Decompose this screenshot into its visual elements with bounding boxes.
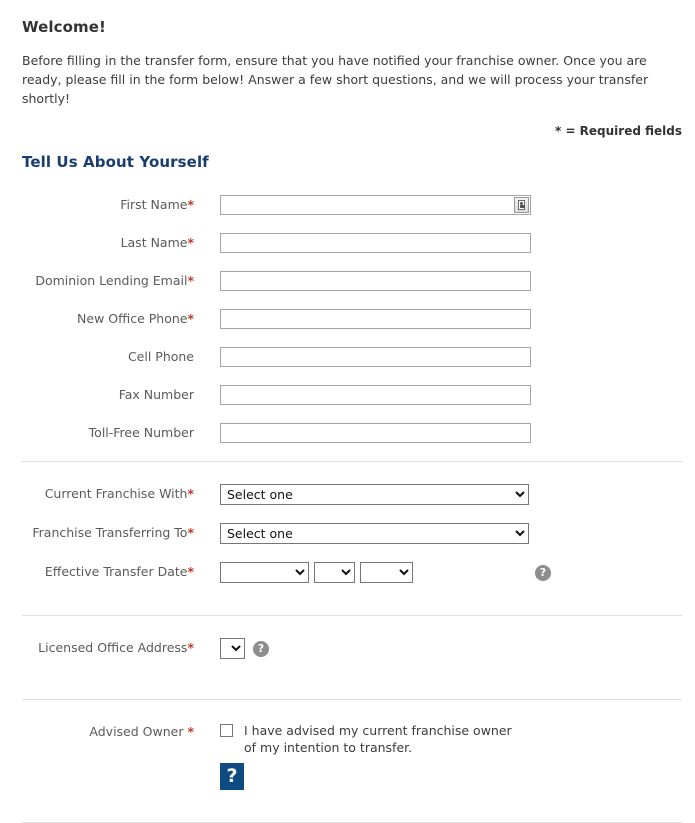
- email-input[interactable]: [220, 271, 531, 291]
- label-cell-phone: [22, 347, 220, 366]
- form-row-transfer-date: [22, 562, 673, 583]
- form-row-first-name: [22, 195, 673, 215]
- label-cell-phone-text: Cell Phone: [127, 349, 194, 364]
- form-row-cell-phone: [22, 347, 673, 367]
- required-asterisk: *: [187, 640, 194, 655]
- last-name-input[interactable]: [220, 233, 531, 253]
- form-row-toll-free: [22, 423, 673, 443]
- contact-card-icon[interactable]: [514, 197, 529, 213]
- label-toll-free-text: Toll-Free Number: [88, 425, 194, 440]
- label-transfer-date: [22, 562, 220, 581]
- required-asterisk: *: [187, 525, 194, 540]
- label-transfer-date-text: Effective Transfer Date: [44, 564, 188, 579]
- label-office-address-text: Licensed Office Address: [38, 640, 188, 655]
- label-advised-owner: [22, 722, 220, 741]
- label-toll-free: [22, 423, 220, 442]
- label-office-phone: [22, 309, 220, 328]
- advised-owner-checkbox-label: I have advised my current franchise owner of my intention to transfer.: [244, 723, 512, 755]
- required-asterisk: *: [187, 311, 194, 326]
- section-heading-tell-us-about-yourself: Tell Us About Yourself: [22, 153, 209, 171]
- form-row-office-address: [22, 638, 673, 659]
- cell-phone-input[interactable]: [220, 347, 531, 367]
- required-asterisk: *: [187, 564, 194, 579]
- office-phone-input[interactable]: [220, 309, 531, 329]
- toll-free-input[interactable]: [220, 423, 531, 443]
- label-advised-owner-text: Advised Owner: [89, 724, 188, 739]
- form-row-current-franchise: [22, 484, 673, 505]
- required-asterisk: *: [187, 486, 194, 501]
- help-circle-icon[interactable]: ?: [535, 565, 551, 581]
- transfer-date-month-select[interactable]: [220, 562, 309, 583]
- form-row-email: [22, 271, 673, 291]
- required-asterisk: *: [187, 724, 194, 739]
- transfer-date-year-select[interactable]: [360, 562, 413, 583]
- form-row-fax-number: [22, 385, 673, 405]
- form-row-transferring-to: [22, 523, 673, 544]
- label-last-name: [22, 233, 220, 252]
- advised-owner-checkbox[interactable]: [220, 724, 233, 737]
- form-fields-area: [22, 171, 673, 443]
- office-address-select[interactable]: [220, 638, 245, 659]
- label-current-franchise-text: Current Franchise With: [44, 486, 188, 501]
- intro-paragraph: Before filling in the transfer form, ensure that you have notified your franchise owner. Once you are ready, please fill in the form below! Answer a few short questions, and we will process your transfer shortly!: [22, 53, 649, 106]
- page-title: Welcome!: [22, 18, 106, 36]
- required-asterisk: *: [187, 197, 194, 212]
- label-first-name: [22, 195, 220, 214]
- required-asterisk: *: [187, 235, 194, 250]
- transfer-date-day-select[interactable]: [314, 562, 355, 583]
- form-row-office-phone: [22, 309, 673, 329]
- label-email: [22, 271, 220, 290]
- transferring-to-select[interactable]: [220, 523, 529, 544]
- label-fax-number-text: Fax Number: [118, 387, 194, 402]
- label-office-address: [22, 638, 220, 657]
- first-name-input-wrapper: [220, 195, 531, 215]
- current-franchise-select[interactable]: [220, 484, 529, 505]
- label-first-name-text: First Name: [120, 197, 188, 212]
- required-asterisk: *: [187, 273, 194, 288]
- label-current-franchise: [22, 484, 220, 503]
- first-name-input[interactable]: [220, 195, 531, 215]
- label-transferring-to: [22, 523, 220, 542]
- help-circle-icon[interactable]: ?: [253, 641, 269, 657]
- label-office-phone-text: New Office Phone: [77, 311, 188, 326]
- fax-number-input[interactable]: [220, 385, 531, 405]
- label-last-name-text: Last Name: [120, 235, 188, 250]
- required-fields-note: * = Required fields: [554, 124, 682, 138]
- label-email-text: Dominion Lending Email: [35, 273, 188, 288]
- form-row-last-name: [22, 233, 673, 253]
- help-square-icon[interactable]: ?: [220, 763, 244, 790]
- label-transferring-to-text: Franchise Transferring To: [32, 525, 188, 540]
- advised-owner-checkbox-line: [220, 722, 524, 756]
- label-fax-number: [22, 385, 220, 404]
- form-row-advised-owner: [22, 722, 673, 790]
